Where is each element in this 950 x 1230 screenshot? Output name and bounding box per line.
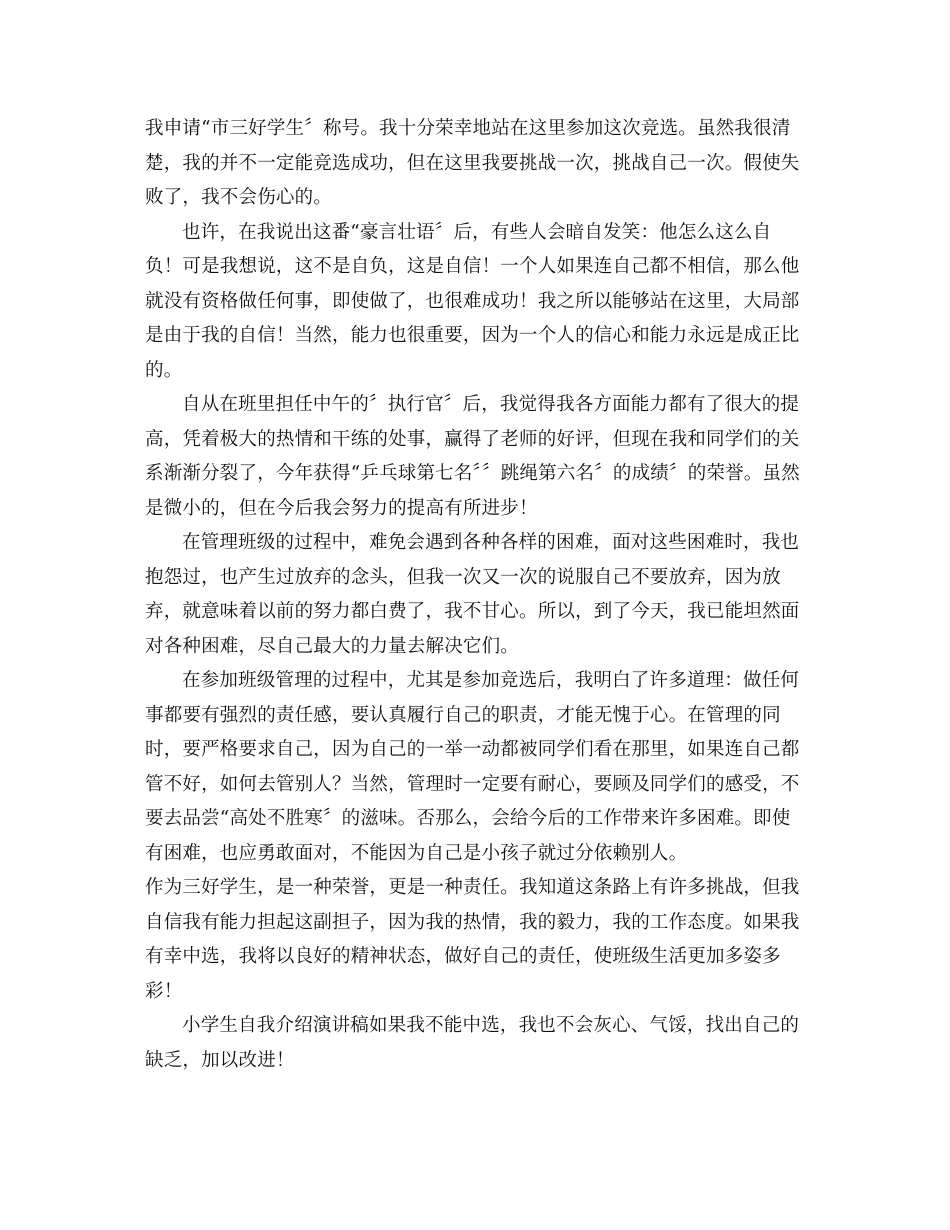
paragraph-2: 也许，在我说出这番“豪言壮语〞后，有些人会暗自发笑：他怎么这么自负！可是我想说，这不是自负，这是自信！一个人如果连自己都不相信，那么他就没有资格做任何事，即使做了，也很难成功！我之所以能够站在这里，大局部是由于我的自信！当然，能力也很重要，因为一个人的信心和能力永远是成正比的。 [145, 221, 800, 381]
paragraph-4: 在管理班级的过程中，难免会遇到各种各样的困难，面对这些困难时，我也抱怨过，也产生过放弃的念头，但我一次又一次的说服自己不要放弃，因为放弃，就意味着以前的努力都白费了，我不甘心。所以，到了今天，我已能坦然面对各种困难，尽自己最大的力量去解决它们。 [145, 532, 800, 657]
document-body [145, 112, 805, 1078]
paragraph-1: 我申请“市三好学生〞称号。我十分荣幸地站在这里参加这次竞选。虽然我很清楚，我的并不一定能竞选成功，但在这里我要挑战一次，挑战自己一次。假使失败了，我不会伤心的。 [145, 118, 800, 208]
paragraph-3: 自从在班里担任中午的〞执行官〞后，我觉得我各方面能力都有了很大的提高，凭着极大的热情和干练的处事，赢得了老师的好评，但现在我和同学们的关系渐渐分裂了，今年获得“乒乓球第七名〞〞跳绳第六名〞的成绩〞的荣誉。虽然是微小的，但在今后我会努力的提高有所进步！ [145, 394, 800, 519]
paragraph-5: 在参加班级管理的过程中，尤其是参加竞选后，我明白了许多道理：做任何事都要有强烈的责任感，要认真履行自己的职责，才能无愧于心。在管理的同时，要严格要求自己，因为自己的一举一动都被同学们看在那里，如果连自己都管不好，如何去管别人？当然，管理时一定要有耐心，要顾及同学们的感受，不要去品尝“高处不胜寒〞的滋味。否那么，会给今后的工作带来许多困难。即使有困难，也应勇敢面对，不能因为自己是小孩子就过分依赖别人。 [145, 670, 800, 864]
paragraph-7: 小学生自我介绍演讲稿如果我不能中选，我也不会灰心、气馁，找出自己的缺乏，加以改进！ [145, 1015, 800, 1071]
paragraph-6: 作为三好学生，是一种荣誉，更是一种责任。我知道这条路上有许多挑战，但我自信我有能力担起这副担子，因为我的热情，我的毅力，我的工作态度。如果我有幸中选，我将以良好的精神状态，做好自己的责任，使班级生活更加多姿多彩！ [145, 877, 800, 1002]
